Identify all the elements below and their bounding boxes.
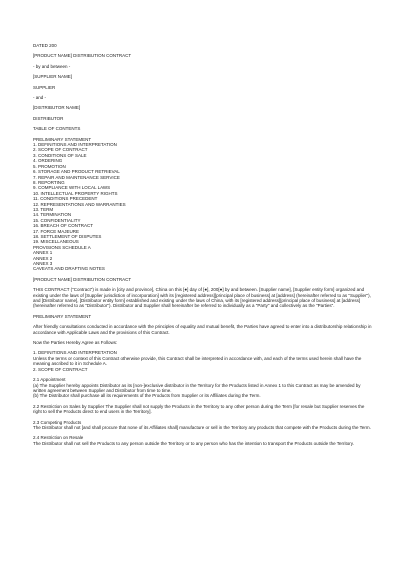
supplier-name: [SUPPLIER NAME] [33,74,73,80]
distributor-label: DISTRIBUTOR [33,115,64,121]
section-2-1-paragraph-a: (a) The Supplier hereby appoints Distributor as its [non-]exclusive distributor in the Territory for the Products listed in Annex 1 to this Contract as may be amended by written agreement between Supplier and Distributor from time to time. [33,382,361,393]
toc-item: PRELIMINARY STATEMENT [33,136,92,142]
toc-item: CAVEATS AND DRAFTING NOTES [33,266,105,272]
toc-item: 16. BREACH OF CONTRACT [33,223,94,229]
by-and-between: - by and between - [33,63,71,69]
section-2-heading: 2. SCOPE OF CONTRACT [33,366,88,372]
toc-item: 6. STORAGE AND PRODUCT RETRIEVAL [33,169,120,175]
preliminary-paragraph: After friendly consultations conducted in accordance with the principles of equality and mutual benefit, the Parties have agreed to enter into a distributorship relationship in accordance with Applicable Laws and the provisions of this Contract. [33,324,372,335]
supplier-label: SUPPLIER [33,84,56,90]
toc-item: 18. SETTLEMENT OF DISPUTES [33,233,102,239]
toc-item: 5. PROMOTION [33,163,66,169]
toc-item: ANNEX 2 [33,255,53,261]
toc-item: 7. REPAIR AND MAINTENANCE SERVICE [33,174,120,180]
section-2-4-paragraph: The Distributor shall not sell the Products to any person outside the Territory or to any person who has the intention to transport the Products outside the Territory. [33,440,354,446]
toc-item: 15. CONFIDENTIALITY [33,217,81,223]
toc-item: 9. COMPLIANCE WITH LOCAL LAWS [33,185,111,191]
toc-item: ANNEX 3 [33,261,53,266]
toc-item: 3. CONDITIONS OF SALE [33,152,87,158]
toc-item: 10. INTELLECTUAL PROPERTY RIGHTS [33,190,118,196]
toc-item: 2. SCOPE OF CONTRACT [33,147,88,153]
toc-item: 14. TERMINATION [33,212,72,218]
section-2-1-paragraph-b: (b) The Distributor shall purchase all its requirements of the Products from Supplier or its Affiliates during the Term. [33,393,261,399]
contract-title-2: [PRODUCT NAME] DISTRIBUTION CONTRACT [33,276,132,282]
section-2-1-heading: 2.1 Appointment [33,377,66,383]
toc-item: PROVISIONS SCHEDULE A [33,244,91,250]
toc-item: 12. REPRESENTATIONS AND WARRANTIES [33,201,126,207]
section-2-3-paragraph: The Distributor shall not [and shall procure that none of its Affiliates shall] manufacture or sell in the Territory any products that compete with the Products during the Term. [33,424,371,430]
contract-title: [PRODUCT NAME] DISTRIBUTION CONTRACT [33,53,132,59]
distributor-name: [DISTRIBUTOR NAME] [33,105,81,111]
toc-item: ANNEX 1 [33,250,53,256]
intro-paragraph: THIS CONTRACT ("Contract") is made in [city and province], China on this [●] day of [●], 200[●] by and between. [Supplier name], [Supplier entity form] organized and existing under the laws of [Supplier jurisdiction of incorporation] with its [registered address][principal place of business] at [address] (hereinafter referred to as "Supplier"), and [Distributor name], [Distributor entity form] established and existing under the laws of China, with its [registered address][principal place of business] at [address] (hereinafter referred to as "Distributor"). Distributor and Supplier shall hereinafter be referred to individually as a "Party" and collectively as the "Parties". [33,287,371,309]
section-1-heading: 1. DEFINITIONS AND INTERPRETATION [33,350,117,356]
toc-item: 17. FORCE MAJEURE [33,228,80,234]
toc-item: 8. REPORTING [33,179,65,185]
toc-list [33,137,373,272]
toc-item: 13. TERM [33,206,54,212]
section-2-3-heading: 2.3 Competing Products [33,419,82,425]
preliminary-heading: PRELIMINARY STATEMENT [33,313,92,319]
toc-item: 11. CONDITIONS PRECEDENT [33,196,98,202]
section-1-paragraph: Unless the terms or context of this Contract otherwise provide, this Contract shall be interpreted in accordance with, and each of the terms used herein shall have the meaning ascribed to it in Schedule A. [33,355,362,367]
toc-item: 4. ORDERING [33,158,63,164]
agree-line: Now the Parties Hereby Agree as Follows: [33,340,118,346]
section-2-2-paragraph: 2.2 Restriction on Sales by Supplier The Supplier shall not supply the Products in the Territory to any other person during the Term [for resale but Supplier reserves the right to sell the Products direct to end users in the Territory]. [33,403,365,415]
and-line: - and - [33,95,47,101]
toc-item: 19. MISCELLANEOUS [33,239,79,245]
dated-line: DATED 200 [33,43,57,48]
toc-title: TABLE OF CONTENTS [33,126,81,132]
toc-item: 1. DEFINITIONS AND INTERPRETATION [33,142,117,148]
section-2-4-heading: 2.4 Restriction on Resale [33,435,84,441]
document-body [33,43,373,446]
